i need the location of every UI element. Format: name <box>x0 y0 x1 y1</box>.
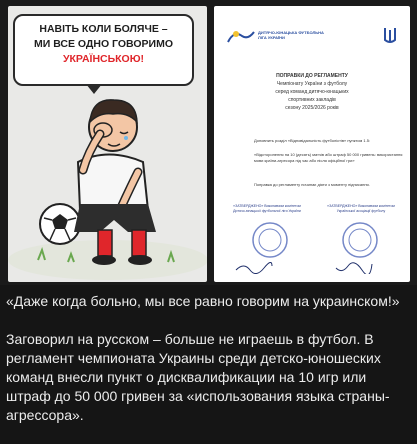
document-subtitle-1: Чемпіонату України з футболу <box>276 81 348 87</box>
poster-image[interactable] <box>8 6 207 282</box>
document-title: ПОПРАВКИ ДО РЕГЛАМЕНТУ <box>276 73 348 79</box>
poster-line-1: НАВІТЬ КОЛИ БОЛЯЧЕ – <box>39 23 168 35</box>
signature-block-right: «ЗАТВЕРДЖЕНО» Виконавчим комітетом Української асоціації футболу <box>327 204 395 213</box>
signature-right-icon <box>334 262 374 274</box>
document-org-name: ДИТЯЧО-ЮНАЦЬКА ФУТБОЛЬНА ЛІГА УКРАЇНИ <box>258 30 324 40</box>
football-icon <box>40 204 80 244</box>
signature-left-icon <box>234 262 274 274</box>
signature-block-left: «ЗАТВЕРДЖЕНО» Виконавчим комітетом Дитячо-юнацької футбольної ліги України <box>233 204 301 213</box>
poster-line-3: УКРАЇНСЬКОЮ! <box>62 53 145 65</box>
caption-body: Заговорил на русском – больше не играешь в футбол. В регламент чемпионата Украины среди детско-юношеских команд внесли пункт о дисквалификации на 10 игр или штраф до 50 000 гривен за «использования языка страны-агрессора». <box>6 331 390 423</box>
document-paragraph-3: Поправка до регламенту починає діяти з моменту підписання. <box>254 182 370 187</box>
document-subtitle-3: спортивних закладів <box>288 97 336 103</box>
poster-line-2: МИ ВСЕ ОДНО ГОВОРИМО <box>33 38 173 50</box>
document-subtitle-4: сезону 2025/2026 років <box>285 105 339 111</box>
stamp-right-icon <box>340 220 380 260</box>
document-paragraph-1: Доповнить розділ «Відповідальність футболістів» пунктом 1.5: <box>254 138 371 143</box>
post-caption <box>6 292 411 444</box>
league-logo-icon <box>226 28 256 46</box>
document-paragraph-2: «Відсторонення на 10 (десять) матчів або штраф 50 000 гривень: використання мови країни-агресора під час або після офіційної гри» <box>254 152 403 163</box>
stamp-left-icon <box>250 220 290 260</box>
trident-emblem-icon <box>382 26 398 46</box>
crying-boy-illustration <box>8 92 207 282</box>
caption-quote: «Даже когда больно, мы все равно говорим на украинском!» <box>6 293 400 309</box>
document-subtitle-2: серед команд дитячо-юнацьких <box>275 89 349 95</box>
poster-speech-bubble <box>13 14 194 86</box>
document-image[interactable] <box>214 6 410 282</box>
